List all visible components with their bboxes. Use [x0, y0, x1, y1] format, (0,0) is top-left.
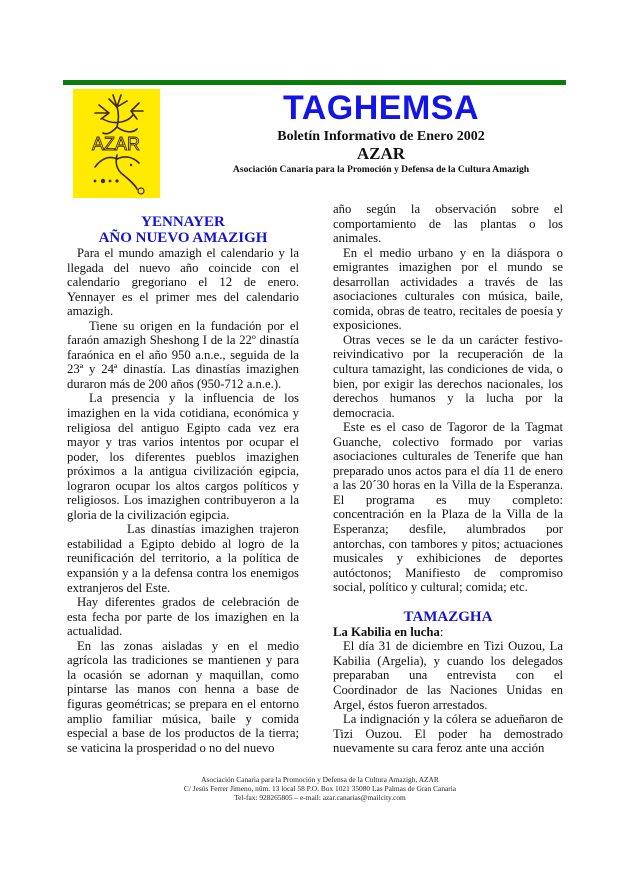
footer-address: C/ Jesús Ferrer Jimeno, núm. 13 local 58 P.O. Box 1021 35080 Las Palmas de Gran Canaria: [183, 784, 457, 793]
article-heading-tamazgha: TAMAZGHA: [403, 608, 493, 625]
svg-text:AZAR: AZAR: [91, 134, 141, 154]
amazigh-symbol-icon: [73, 89, 160, 198]
subheading: [333, 625, 563, 640]
paragraph: Otras veces se le da un carácter festivo-reivindicativo por la recuperación de la cultura tamazight, las condiciones de vida, o bien, por exigir las derechos nacionales, los derechos humanos y la lucha por la democracia.: [333, 332, 563, 420]
footer: [130, 775, 510, 802]
article-heading-yennayer: YENNAYER: [141, 214, 225, 230]
header-rule: [63, 80, 566, 85]
paragraph: El día 31 de diciembre en Tizi Ouzou, La Kabilia (Argelia), y cuando los delegados preparaban una entrevista con el Coordinador de las Naciones Unidas en Argel, éstos fueron arrestados.: [333, 639, 563, 712]
article-heading-ano-nuevo: AÑO NUEVO AMAZIGH: [98, 230, 268, 246]
subheading-colon: :: [439, 624, 444, 639]
issue-subtitle: Boletín Informativo de Enero 2002: [277, 129, 485, 144]
paragraph: La presencia y la influencia de los imazighen en la vida cotidiana, económica y religiosa del antiguo Egipto cada vez era mayor y tras varios intentos por ocupar el poder, los diferentes pueblos imazighen próximos a la antigua civilización egipcia, lograron ocupar los altos cargos políticos y religiosos. Los imazighen contribuyeron a la gloria de la civilización egipcia.: [67, 391, 299, 522]
newsletter-title: TAGHEMSA: [282, 89, 480, 127]
masthead: [200, 90, 562, 176]
paragraph: Las dinastías imazighen trajeron estabilidad a Egipto debido al logro de la reunificación del territorio, a la política de expansión y a la defensa contra los enemigos extranjeros del Este.: [67, 522, 299, 595]
paragraph: La indignación y la cólera se adueñaron de Tizi Ouzou. El poder ha demostrado nuevamente su cara feroz ante una acción: [333, 712, 563, 756]
left-column: [67, 202, 299, 755]
paragraph: año según la observación sobre el comportamiento de las plantas o los animales.: [333, 202, 563, 246]
paragraph: En las zonas aisladas y en el medio agrícola las tradiciones se mantienen y para la ocasión se adornan y maquillan, como pintarse las manos con henna a base de figuras geométricas; se prepara en el entorno amplio familiar música, baile y comida especial a base de los productos de la tierra; se vaticina la prosperidad o no del nuevo: [67, 638, 299, 755]
organization-name: Asociación Canaria para la Promoción y Defensa de la Cultura Amazigh: [232, 164, 530, 175]
paragraph: Para el mundo amazigh el calendario y la llegada del nuevo año coincide con el calendario gregoriano el 12 de enero. Yennayer es el primer mes del calendario amazigh.: [67, 246, 299, 319]
footer-org: Asociación Canaria para la Promoción y Defensa de la Cultura Amazigh, AZAR: [201, 775, 439, 784]
subheading-kabilia: La Kabilia en lucha: [333, 624, 440, 639]
paragraph: Este es el caso de Tagoror de la Tagmat Guanche, colectivo formado por varias asociaciones culturales de Tenerife que han preparado unos actos para el día 11 de enero a las 20´30 horas en la Villa de la Esperanza. El programa es muy completo: concentración en la Plaza de la Villa de la Esperanza; desfile, alumbrados por antorchas, con tambores y pitos; actuaciones musicales y exhibiciones de deportes autóctonos; Manifiesto de compromiso social, político y cultural; comida; etc.: [333, 420, 563, 595]
azar-logo: [73, 89, 160, 198]
paragraph: En el medio urbano y en la diáspora o emigrantes imazighen por el mundo se desarrollan actividades a través de las asociaciones culturales con música, baile, comida, obras de teatro, recitales de poesía y exposiciones.: [333, 245, 563, 333]
right-column: [333, 202, 563, 756]
organization-acronym: AZAR: [356, 144, 406, 163]
paragraph: Tiene su origen en la fundación por el faraón amazigh Sheshong I de la 22º dinastía faraónica en el año 950 a.n.e., seguida de la 23ª y 24ª dinastía. Las dinastías imazighen duraron más de 200 años (950-712 a.n.e.).: [67, 318, 299, 391]
paragraph: Hay diferentes grados de celebración de esta fecha por parte de los imazighen en la actualidad.: [67, 595, 299, 639]
footer-contact: Tel-fax: 928265805 – e-mail: azar.canarias@mailcity.com: [234, 793, 406, 802]
